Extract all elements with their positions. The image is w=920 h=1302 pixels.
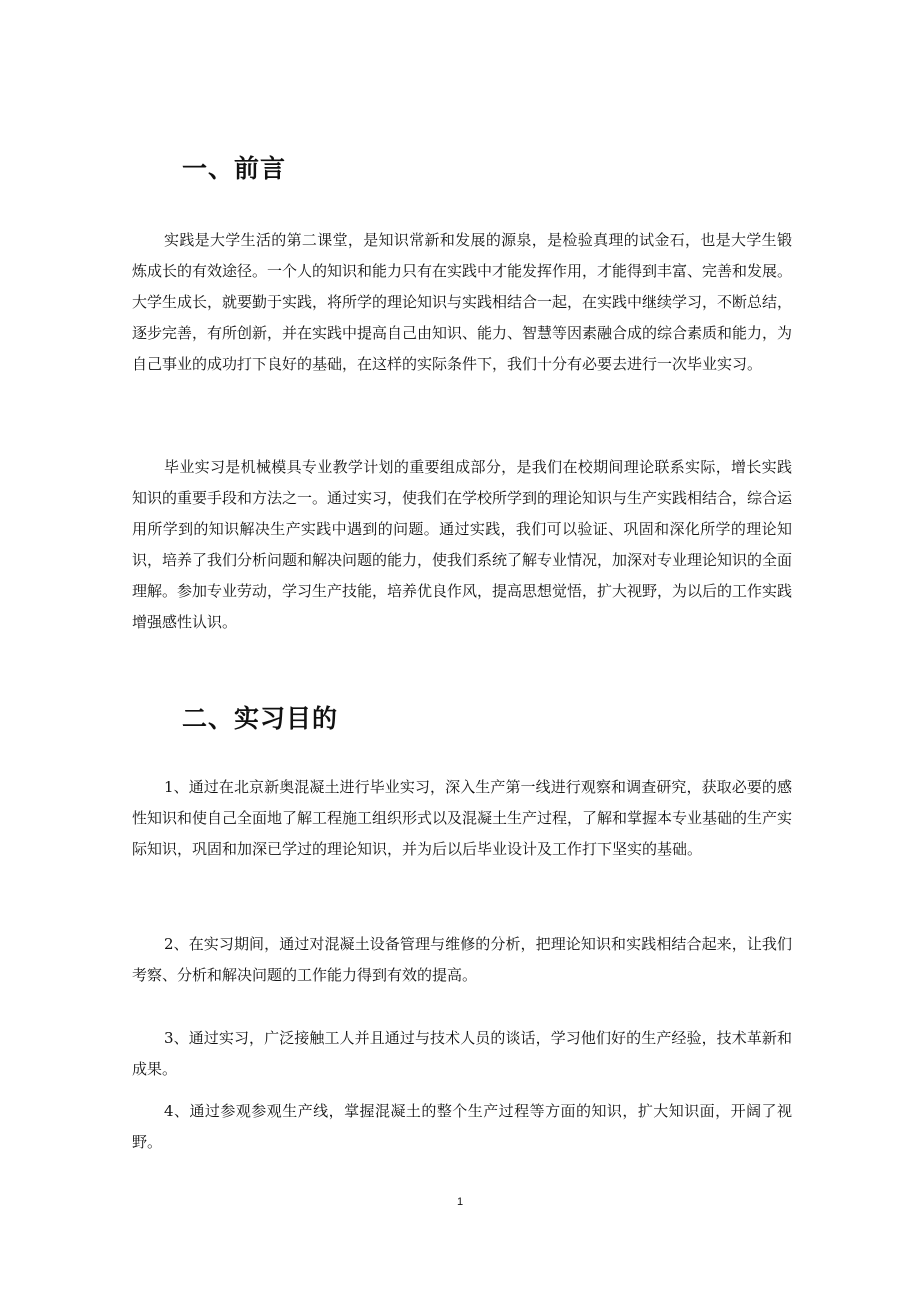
list-item: 2、在实习期间，通过对混凝土设备管理与维修的分析，把理论知识和实践相结合起来，让我们考察、分析和解决问题的工作能力得到有效的提高。 — [132, 935, 792, 984]
list-item: 4、通过参观参观生产线，掌握混凝土的整个生产过程等方面的知识，扩大知识面，开阔了视野。 — [132, 1102, 792, 1151]
list-item: 3、通过实习，广泛接触工人并且通过与技术人员的谈话，学习他们好的生产经验，技术革新和成果。 — [132, 1029, 792, 1078]
paragraph: 毕业实习是机械模具专业教学计划的重要组成部分，是我们在校期间理论联系实际，增长实践知识的重要手段和方法之一。通过实习，使我们在学校所学到的理论知识与生产实践相结合，综合运用所学到的知识解决生产实践中遇到的问题。通过实践，我们可以验证、巩固和深化所学的理论知识，培养了我们分析问题和解决问题的能力，使我们系统了解专业情况，加深对专业理论知识的全面理解。参加专业劳动，学习生产技能，培养优良作风，提高思想觉悟，扩大视野，为以后的工作实践增强感性认识。 — [132, 458, 793, 631]
section-heading-preface: 一、前言 — [182, 154, 287, 183]
paragraph: 实践是大学生活的第二课堂，是知识常新和发展的源泉，是检验真理的试金石，也是大学生锻炼成长的有效途径。一个人的知识和能力只有在实践中才能发挥作用，才能得到丰富、完善和发展。大学生成长，就要勤于实践，将所学的理论知识与实践相结合一起，在实践中继续学习，不断总结，逐步完善，有所创新，并在实践中提高自己由知识、能力、智慧等因素融合成的综合素质和能力，为自己事业的成功打下良好的基础，在这样的实际条件下，我们十分有必要去进行一次毕业实习。 — [132, 231, 793, 373]
list-item: 1、通过在北京新奥混凝土进行毕业实习，深入生产第一线进行观察和调查研究，获取必要的感性知识和使自己全面地了解工程施工组织形式以及混凝土生产过程，了解和掌握本专业基础的生产实际知识，巩固和加深已学过的理论知识，并为后以后毕业设计及工作打下坚实的基础。 — [132, 778, 793, 858]
section-heading-purpose: 二、实习目的 — [182, 704, 339, 733]
page-number: 1 — [456, 1196, 464, 1208]
